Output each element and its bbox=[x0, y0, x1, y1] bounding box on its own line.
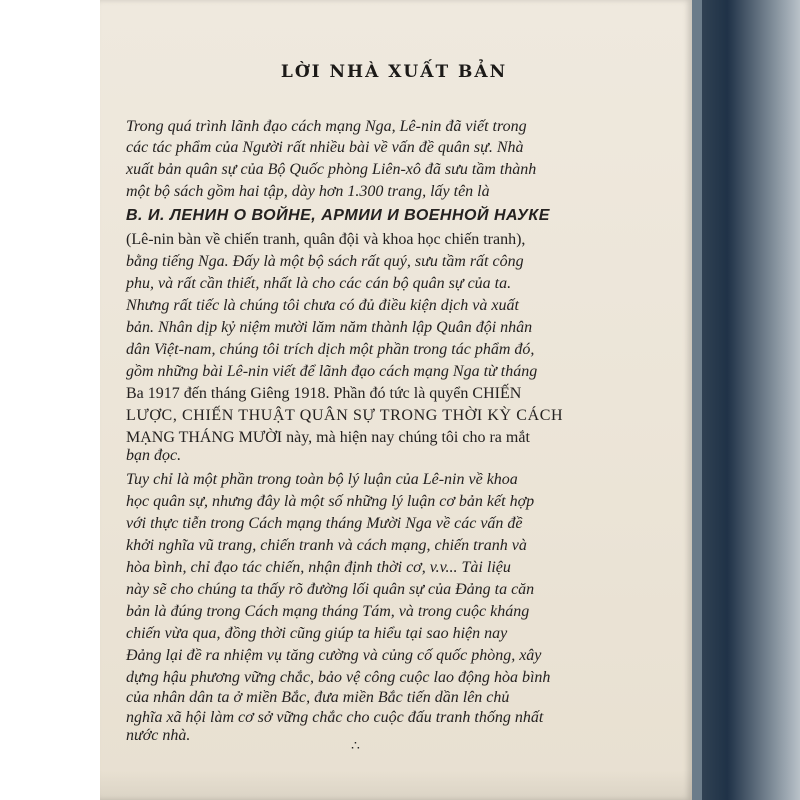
book-title-line: LƯỢC, CHIẾN THUẬT QUÂN SỰ TRONG THỜI KỲ CÁCH bbox=[126, 407, 564, 424]
text-line: dựng hậu phương vững chắc, bảo vệ công cuộc lao động hòa bình bbox=[126, 669, 551, 686]
section-ornament: ∴ bbox=[351, 738, 359, 754]
text-line: Ba 1917 đến tháng Giêng 1918. Phần đó tức là quyển CHIẾN bbox=[126, 385, 522, 402]
text-line: khởi nghĩa vũ trang, chiến tranh và cách mạng, chiến tranh và bbox=[126, 537, 527, 554]
text-line: phu, và rất cần thiết, nhất là cho các cán bộ quân sự của ta. bbox=[126, 275, 512, 292]
text-line: hòa bình, chỉ đạo tác chiến, nhận định thời cơ, v.v... Tài liệu bbox=[126, 559, 511, 576]
russian-title-line: В. И. ЛЕНИН О ВОЙНЕ, АРМИИ И ВОЕННОЙ НАУКЕ bbox=[126, 207, 550, 224]
text-line: xuất bản quân sự của Bộ Quốc phòng Liên-xô đã sưu tầm thành bbox=[126, 161, 537, 178]
text-line: dân Việt-nam, chúng tôi trích dịch một phần trong tác phẩm đó, bbox=[126, 341, 535, 358]
text-line: bản. Nhân dịp kỷ niệm mười lăm năm thành lập Quân đội nhân bbox=[126, 319, 533, 336]
text-line: của nhân dân ta ở miền Bắc, đưa miền Bắc tiến dần lên chủ bbox=[126, 689, 510, 706]
text-line: nước nhà. bbox=[126, 727, 191, 744]
text-line: Tuy chỉ là một phần trong toàn bộ lý luận của Lê-nin về khoa bbox=[126, 471, 518, 488]
text-line: các tác phẩm của Người rất nhiều bài về vấn đề quân sự. Nhà bbox=[126, 139, 524, 156]
background-book-strip bbox=[688, 0, 800, 800]
text-line: bản là đúng trong Cách mạng tháng Tám, và trong cuộc kháng bbox=[126, 603, 530, 620]
text-line: Nhưng rất tiếc là chúng tôi chưa có đủ điều kiện dịch và xuất bbox=[126, 297, 519, 314]
text-line: bằng tiếng Nga. Đấy là một bộ sách rất quý, sưu tầm rất công bbox=[126, 253, 524, 270]
text-line: một bộ sách gồm hai tập, dày hơn 1.300 trang, lấy tên là bbox=[126, 183, 490, 200]
text-line: với thực tiễn trong Cách mạng tháng Mười Nga về các vấn đề bbox=[126, 515, 523, 532]
text-line: chiến vừa qua, đồng thời cũng giúp ta hiểu tại sao hiện nay bbox=[126, 625, 508, 642]
text-line: nghĩa xã hội làm cơ sở vững chắc cho cuộc đấu tranh thống nhất bbox=[126, 709, 544, 726]
text-line: này sẽ cho chúng ta thấy rõ đường lối quân sự của Đảng ta căn bbox=[126, 581, 535, 598]
text-line: Trong quá trình lãnh đạo cách mạng Nga, Lê-nin đã viết trong bbox=[126, 118, 527, 135]
page-title: LỜI NHÀ XUẤT BẢN bbox=[280, 62, 508, 82]
text-line: Đảng lại đề ra nhiệm vụ tăng cường và củng cố quốc phòng, xây bbox=[126, 647, 542, 664]
book-title-line: MẠNG THÁNG MƯỜI này, mà hiện nay chúng tôi cho ra mắt bbox=[126, 429, 530, 446]
text-line: (Lê-nin bàn về chiến tranh, quân đội và khoa học chiến tranh), bbox=[126, 231, 526, 248]
text-line: bạn đọc. bbox=[126, 447, 182, 464]
page-shadow bbox=[100, 770, 692, 800]
text-line: gồm những bài Lê-nin viết để lãnh đạo cách mạng Nga từ tháng bbox=[126, 363, 538, 380]
text-line: học quân sự, nhưng đây là một số những lý luận cơ bản kết hợp bbox=[126, 493, 535, 510]
